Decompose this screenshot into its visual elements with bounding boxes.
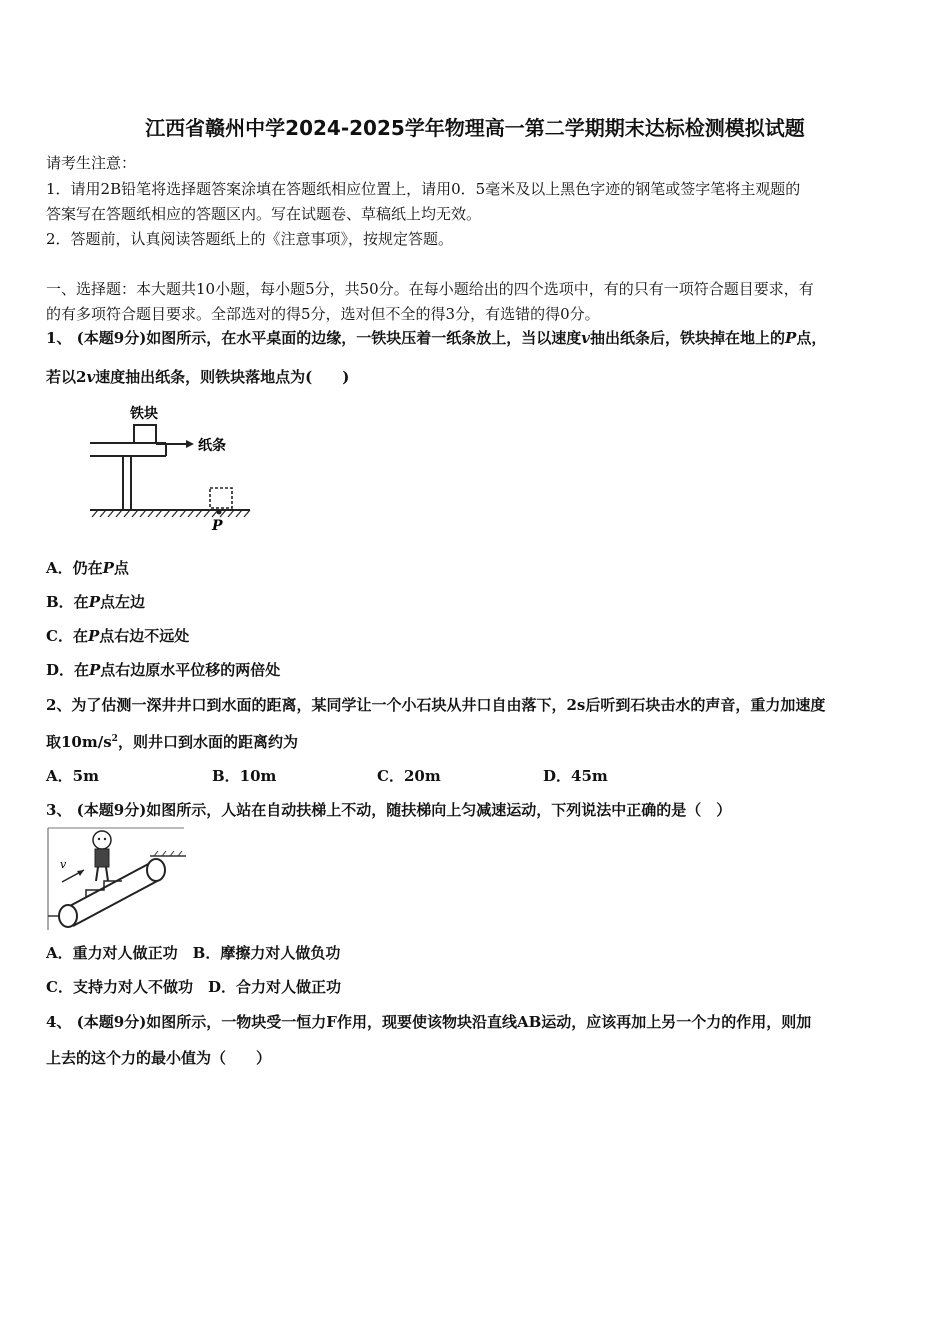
q2-option-c[interactable]: C．20m <box>377 767 441 785</box>
q1-option-d[interactable]: D．在P点右边原水平位移的两倍处 <box>46 661 281 679</box>
person-eye-left <box>98 838 100 840</box>
person-leg-left <box>96 867 98 881</box>
point-p-dot <box>217 510 222 515</box>
escalator-upper-roller <box>147 859 165 881</box>
q1-stem-line-2: 若以2v速度抽出纸条，则铁块落地点为( ) <box>46 368 350 386</box>
q2-option-d[interactable]: D．45m <box>543 767 608 785</box>
q2-option-a[interactable]: A．5m <box>46 767 99 785</box>
q3-figure <box>46 826 188 932</box>
landing-block-dashed <box>210 488 232 508</box>
ground-hatching <box>92 510 250 517</box>
q2-stem-line-1: 2、为了估测一深井井口到水面的距离，某同学让一个小石块从井口自由落下，2s后听到石块击水的声音，重力加速度 <box>46 696 826 714</box>
escalator-top-edge <box>66 861 154 908</box>
q1-option-a[interactable]: A．仍在P点 <box>46 559 129 577</box>
q1-figure <box>86 400 256 536</box>
q2-option-b[interactable]: B．10m <box>212 767 277 785</box>
notice-heading: 请考生注意： <box>46 154 137 172</box>
escalator-bottom-edge <box>73 879 161 926</box>
escalator-lower-roller <box>59 905 77 927</box>
q3-options-row-2[interactable]: C．支持力对人不做功 D．合力对人做正功 <box>46 978 341 996</box>
iron-block-label: 铁块 <box>130 406 158 422</box>
q2-stem-line-2: 取$10m/s^2$，则井口到水面的距离约为 <box>46 733 298 751</box>
notice-item-1-line-1: 1．请用2B铅笔将选择题答案涂填在答题纸相应位置上，请用0．5毫米及以上黑色字迹的钢笔或签字笔将主观题的 <box>46 180 801 198</box>
person-leg-right <box>106 867 108 881</box>
person-head <box>93 831 111 849</box>
point-p-label: P <box>212 518 223 534</box>
notice-item-2: 2．答题前，认真阅读答题纸上的《注意事项》，按规定答题。 <box>46 230 454 248</box>
q4-stem-line-2: 上去的这个力的最小值为（ ） <box>46 1049 272 1067</box>
section-1-intro-line-1: 一、选择题：本大题共10小题，每小题5分，共50分。在每小题给出的四个选项中，有的只有一项符合题目要求，有 <box>46 280 814 298</box>
page-title: 江西省赣州中学2024-2025学年物理高一第二学期期末达标检测模拟试题 <box>145 116 805 140</box>
notice-item-1-line-2: 答案写在答题纸相应的答题区内。写在试题卷、草稿纸上均无效。 <box>46 205 482 223</box>
person-body <box>95 849 109 867</box>
q1-option-c[interactable]: C．在P点右边不远处 <box>46 627 190 645</box>
paper-strip-arrowhead <box>186 440 194 448</box>
section-1-intro-line-2: 的有多项符合题目要求。全部选对的得5分，选对但不全的得3分，有选错的得0分。 <box>46 305 600 323</box>
q1-stem-line-1: 1、 (本题9分)如图所示，在水平桌面的边缘，一铁块压着一纸条放上，当以速度v抽出纸条后，铁块掉在地上的P点， <box>46 329 827 347</box>
velocity-label: v <box>60 858 67 871</box>
q4-stem-line-1: 4、 (本题9分)如图所示，一物块受一恒力F作用，现要使该物块沿直线AB运动，应该再加上另一个力的作用，则加 <box>46 1013 812 1031</box>
q3-stem: 3、 (本题9分)如图所示，人站在自动扶梯上不动，随扶梯向上匀减速运动，下列说法中正确的是（ ） <box>46 801 732 819</box>
person-eye-right <box>104 838 106 840</box>
q3-options-row-1[interactable]: A．重力对人做正功 B．摩擦力对人做负功 <box>46 944 341 962</box>
q1-option-b[interactable]: B．在P点左边 <box>46 593 145 611</box>
paper-strip-label: 纸条 <box>198 438 226 454</box>
iron-block-shape <box>134 425 156 443</box>
